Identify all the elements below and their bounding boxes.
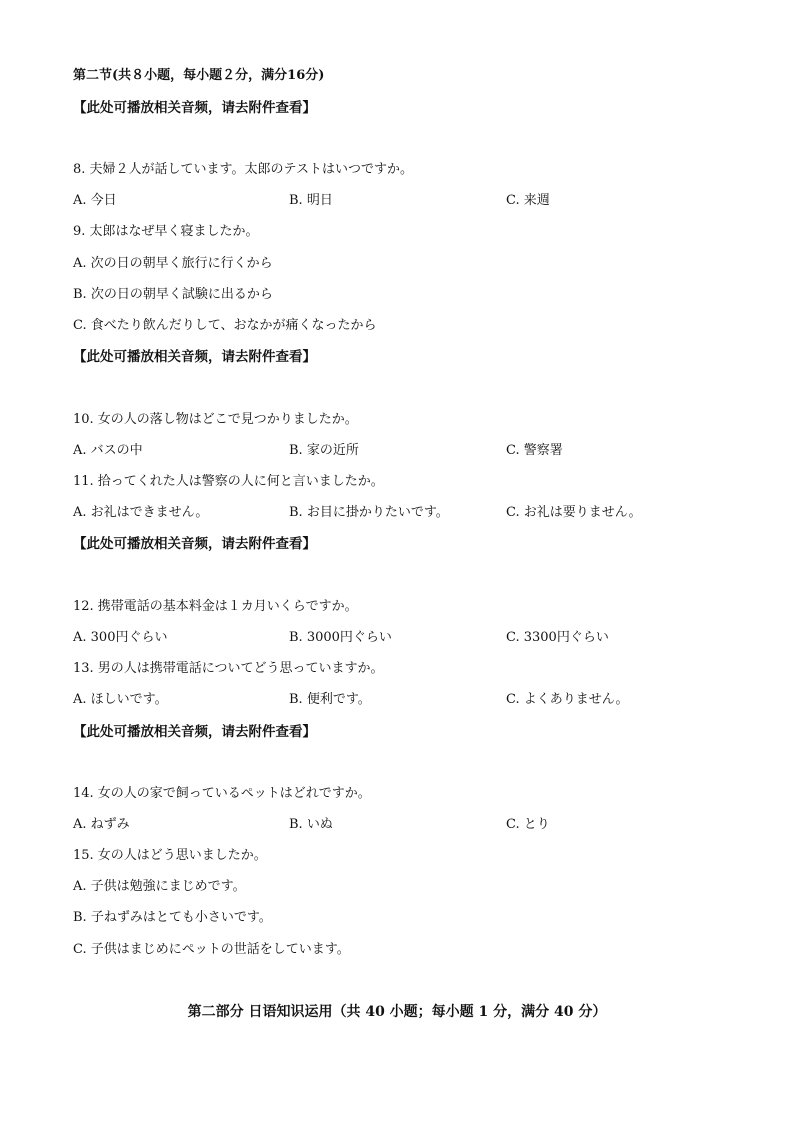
audio-notice: 【此处可播放相关音频，请去附件查看】 [73, 724, 316, 740]
question-stem: 10. 女の人の落し物はどこで見つかりましたか。 [73, 412, 358, 427]
option-b: B. 子ねずみはとても小さいです。 [73, 910, 272, 925]
option-c: C. お礼は要りません。 [506, 505, 642, 520]
question-stem: 11. 拾ってくれた人は警察の人に何と言いましたか。 [73, 474, 384, 489]
option-a: A. お礼はできません。 [73, 505, 209, 520]
option-c: C. よくありません。 [506, 692, 629, 707]
option-c: C. 3300円ぐらい [506, 630, 609, 645]
option-b: B. 便利です。 [289, 692, 371, 707]
option-a: A. ほしいです。 [73, 692, 168, 707]
option-b: B. 次の日の朝早く試験に出るから [73, 287, 273, 302]
question-stem: 9. 太郎はなぜ早く寝ましたか。 [73, 224, 259, 239]
audio-notice: 【此处可播放相关音频，请去附件查看】 [73, 349, 316, 365]
option-a: A. 次の日の朝早く旅行に行くから [73, 256, 273, 271]
question-stem: 14. 女の人の家で飼っているペットはどれですか。 [73, 786, 371, 801]
option-b: B. 家の近所 [289, 443, 359, 458]
option-c: C. 警察署 [506, 443, 563, 458]
question-stem: 15. 女の人はどう思いましたか。 [73, 848, 267, 863]
question-stem: 12. 携帯電話の基本料金は１カ月いくらですか。 [73, 599, 358, 614]
option-c: C. 来週 [506, 193, 550, 208]
option-a: A. ねずみ [73, 817, 130, 832]
section-title: 第二节(共８小题，每小题２分，满分16分) [73, 68, 325, 83]
option-a: A. 今日 [73, 193, 117, 208]
option-c: C. 食べたり飲んだりして、おなかが痛くなったから [73, 318, 377, 333]
option-b: B. 3000円ぐらい [289, 630, 392, 645]
option-b: B. 明日 [289, 193, 333, 208]
question-stem: 13. 男の人は携帯電話についてどう思っていますか。 [73, 661, 384, 676]
option-a: A. バスの中 [73, 443, 143, 458]
audio-notice: 【此处可播放相关音频，请去附件查看】 [73, 536, 316, 552]
option-c: C. とり [506, 817, 550, 832]
audio-notice: 【此处可播放相关音频，请去附件查看】 [73, 100, 316, 116]
option-a: A. 300円ぐらい [73, 630, 168, 645]
option-a: A. 子供は勉強にまじめです。 [73, 879, 246, 894]
question-stem: 8. 夫婦２人が話しています。太郎のテストはいつですか。 [73, 162, 413, 177]
option-b: B. いぬ [289, 817, 333, 832]
part-title: 第二部分 日语知识运用（共 40 小题；每小题 1 分，满分 40 分） [187, 1004, 607, 1020]
option-b: B. お目に掛かりたいです。 [289, 505, 449, 520]
option-c: C. 子供はまじめにペットの世話をしています。 [73, 942, 350, 957]
